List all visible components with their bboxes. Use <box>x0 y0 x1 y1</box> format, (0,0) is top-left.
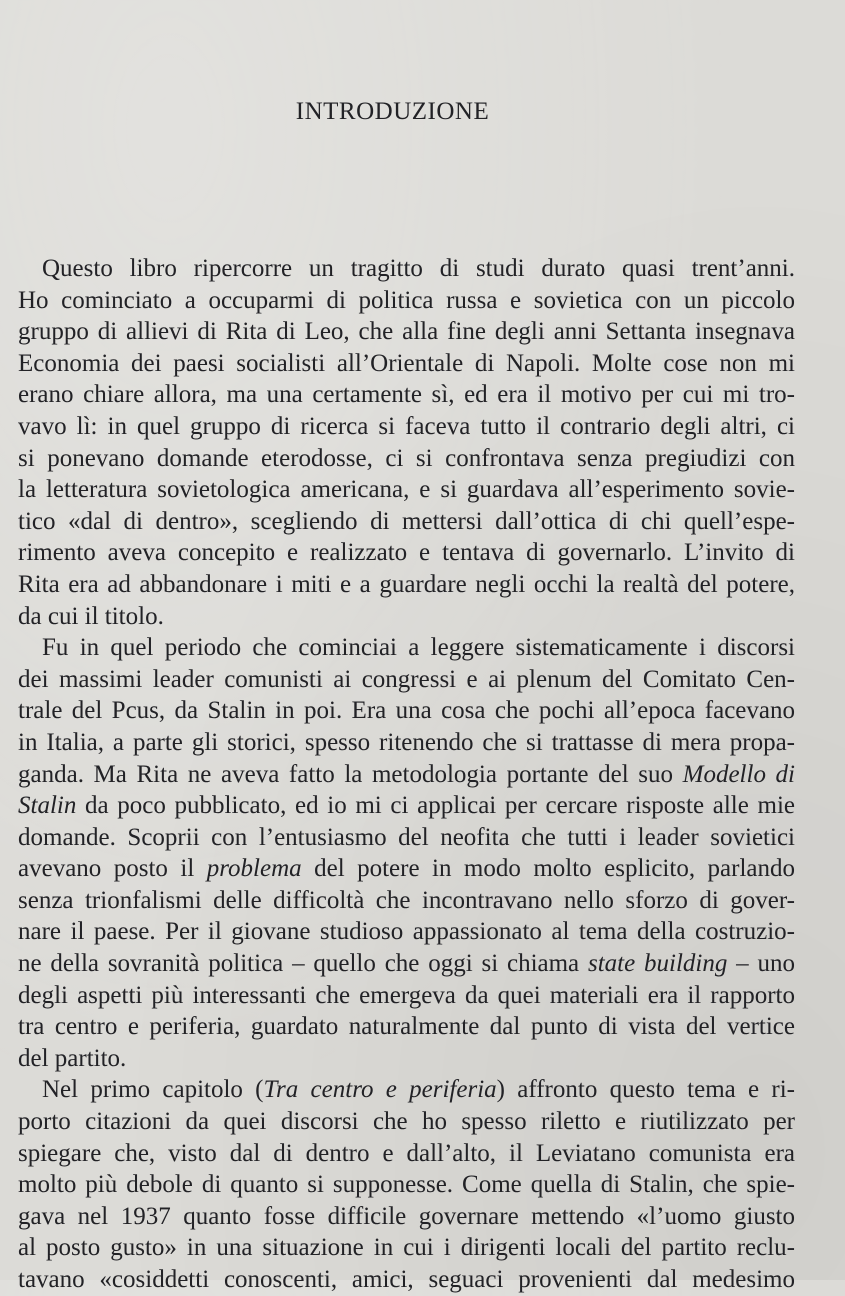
text-line: degli aspetti più interessanti che emergeva da quei materiali era il rapporto <box>18 981 795 1009</box>
text-line: senza trionfalismi delle difficoltà che incontravano nello sforzo di gover- <box>18 886 795 914</box>
text-line: in Italia, a parte gli storici, spesso ritenendo che si trattasse di mera propa- <box>18 728 795 756</box>
text-line: nare il paese. Per il giovane studioso appassionato al tema della costruzio- <box>18 918 795 946</box>
text-line: si ponevano domande eterodosse, ci si confrontava senza pregiudizi con <box>18 444 795 472</box>
text-line: del partito. <box>18 1044 127 1072</box>
italic-phrase: Tra centro e periferia <box>263 1076 497 1104</box>
text-line: erano chiare allora, ma una certamente sì, ed era il motivo per cui mi tro- <box>18 381 795 409</box>
text-line: dei massimi leader comunisti ai congressi e ai plenum del Comitato Cen- <box>18 665 795 693</box>
text-line: ganda. Ma Rita ne aveva fatto la metodologia portante del suo Modello di <box>18 760 795 788</box>
text-line: spiegare che, visto dal di dentro e dall’alto, il Leviatano comunista era <box>18 1139 795 1167</box>
text-line: Fu in quel periodo che cominciai a leggere sistematicamente i discorsi <box>42 634 795 662</box>
chapter-title: INTRODUZIONE <box>295 98 490 125</box>
text-line: ne della sovranità politica – quello che oggi si chiama state building – uno <box>18 950 795 978</box>
text-line: tra centro e periferia, guardato naturalmente dal punto di vista del vertice <box>18 1013 795 1041</box>
text-line: domande. Scoprii con l’entusiasmo del neofita che tutti i leader sovietici <box>18 823 795 851</box>
text-line: da cui il titolo. <box>18 602 164 630</box>
text-line: Economia dei paesi socialisti all’Orientale di Napoli. Molte cose non mi <box>18 349 795 377</box>
text-line: al posto gusto» in una situazione in cui i dirigenti locali del partito reclu- <box>18 1234 795 1262</box>
text-line: la letteratura sovietologica americana, e si guardava all’esperimento sovie- <box>18 476 795 504</box>
text-line: avevano posto il problema del potere in modo molto esplicito, parlando <box>18 855 795 883</box>
italic-phrase: Stalin <box>18 792 77 820</box>
text-line: Questo libro ripercorre un tragitto di studi durato quasi trent’anni. <box>42 255 795 282</box>
text-line: gava nel 1937 quanto fosse difficile governare mettendo «l’uomo giusto <box>18 1202 795 1230</box>
text-line: Rita era ad abbandonare i miti e a guardare negli occhi la realtà del potere, <box>18 570 795 598</box>
text-line: porto citazioni da quei discorsi che ho spesso riletto e riutilizzato per <box>18 1108 795 1136</box>
body-text <box>18 253 795 1296</box>
text-line: molto più debole di quanto si supponesse. Come quella di Stalin, che spie- <box>18 1171 795 1199</box>
text-line: tavano «cosiddetti conoscenti, amici, seguaci provenienti dal medesimo <box>18 1266 795 1293</box>
italic-phrase: Modello di <box>682 760 795 788</box>
italic-phrase: state building <box>587 950 728 978</box>
text-line: Stalin da poco pubblicato, ed io mi ci applicai per cercare risposte alle mie <box>18 792 795 820</box>
text-line: gruppo di allievi di Rita di Leo, che alla fine degli anni Settanta insegnava <box>18 318 795 346</box>
text-line: trale del Pcus, da Stalin in poi. Era una cosa che pochi all’epoca facevano <box>18 697 795 725</box>
text-line: Nel primo capitolo (Tra centro e periferia) affronto questo tema e ri- <box>42 1076 795 1104</box>
text-line: rimento aveva concepito e realizzato e tentava di governarlo. L’invito di <box>18 539 795 567</box>
text-line: vavo lì: in quel gruppo di ricerca si faceva tutto il contrario degli altri, ci <box>18 412 795 440</box>
text-line: Ho cominciato a occuparmi di politica russa e sovietica con un piccolo <box>18 286 795 314</box>
text-line: tico «dal di dentro», scegliendo di mettersi dall’ottica di chi quell’espe- <box>18 507 795 535</box>
italic-phrase: problema <box>206 855 302 883</box>
